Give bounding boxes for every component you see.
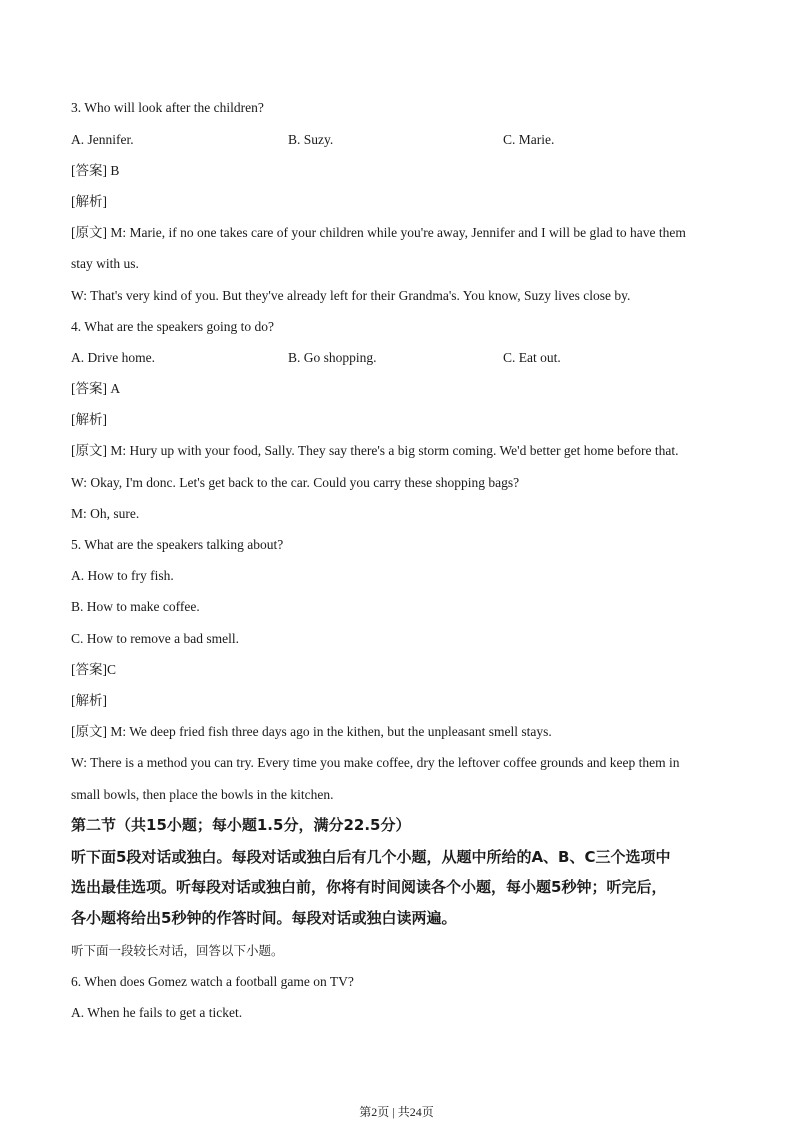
transcript-5-line-3: small bowls, then place the bowls in the kitchen. <box>71 787 334 802</box>
option-a: A. Drive home. <box>71 350 155 365</box>
section-2-instructions-line-2: 选出最佳选项。听每段对话或独白前，你将有时间阅读各个小题，每小题5秒钟；听完后， <box>71 878 667 896</box>
question-6-option-a: A. When he fails to get a ticket. <box>71 1005 243 1020</box>
option-a: A. Jennifer. <box>71 132 134 147</box>
page-number: 第2页 | 共24页 <box>359 1105 434 1119</box>
transcript-3-line-2: stay with us. <box>71 256 139 271</box>
question-6: 6. When does Gomez watch a football game on TV? <box>71 974 354 989</box>
section-2-title: 第二节（共15小题；每小题1.5分，满分22.5分） <box>71 816 411 834</box>
question-3: 3. Who will look after the children? <box>71 100 264 115</box>
analysis-4: [解析] <box>71 412 107 427</box>
transcript-4-line-1: [原文] M: Hury up with your food, Sally. They say there's a big storm coming. We'd better get home before that. <box>71 443 679 458</box>
option-c: C. Eat out. <box>503 350 561 365</box>
dialogue-note: 听下面一段较长对话，回答以下小题。 <box>71 943 284 958</box>
analysis-3: [解析] <box>71 194 107 209</box>
section-2-instructions-line-3: 各小题将给出5秒钟的作答时间。每段对话或独白读两遍。 <box>71 909 457 927</box>
question-5-option-a: A. How to fry fish. <box>71 568 174 583</box>
analysis-5: [解析] <box>71 693 107 708</box>
option-b: B. Suzy. <box>288 132 334 147</box>
transcript-3-line-1: [原文] M: Marie, if no one takes care of your children while you're away, Jennifer and I will be glad to have them <box>71 225 686 240</box>
answer-5: [答案]C <box>71 662 116 677</box>
question-5: 5. What are the speakers talking about? <box>71 537 284 552</box>
answer-3: [答案] B <box>71 163 120 178</box>
transcript-3-line-3: W: That's very kind of you. But they've already left for their Grandma's. You know, Suzy lives close by. <box>71 288 631 303</box>
transcript-5-line-2: W: There is a method you can try. Every time you make coffee, dry the leftover coffee grounds and keep them in <box>71 755 680 770</box>
option-b: B. Go shopping. <box>288 350 377 365</box>
question-5-option-b: B. How to make coffee. <box>71 599 200 614</box>
question-4: 4. What are the speakers going to do? <box>71 319 274 334</box>
transcript-5-line-1: [原文] M: We deep fried fish three days ago in the kithen, but the unpleasant smell stays. <box>71 724 552 739</box>
answer-4: [答案] A <box>71 381 121 396</box>
transcript-4-line-3: M: Oh, sure. <box>71 506 140 521</box>
section-2-instructions-line-1: 听下面5段对话或独白。每段对话或独白后有几个小题，从题中所给的A、B、C三个选项中 <box>71 848 671 866</box>
transcript-4-line-2: W: Okay, I'm donc. Let's get back to the car. Could you carry these shopping bags? <box>71 475 520 490</box>
option-c: C. Marie. <box>503 132 555 147</box>
question-5-option-c: C. How to remove a bad smell. <box>71 631 239 646</box>
